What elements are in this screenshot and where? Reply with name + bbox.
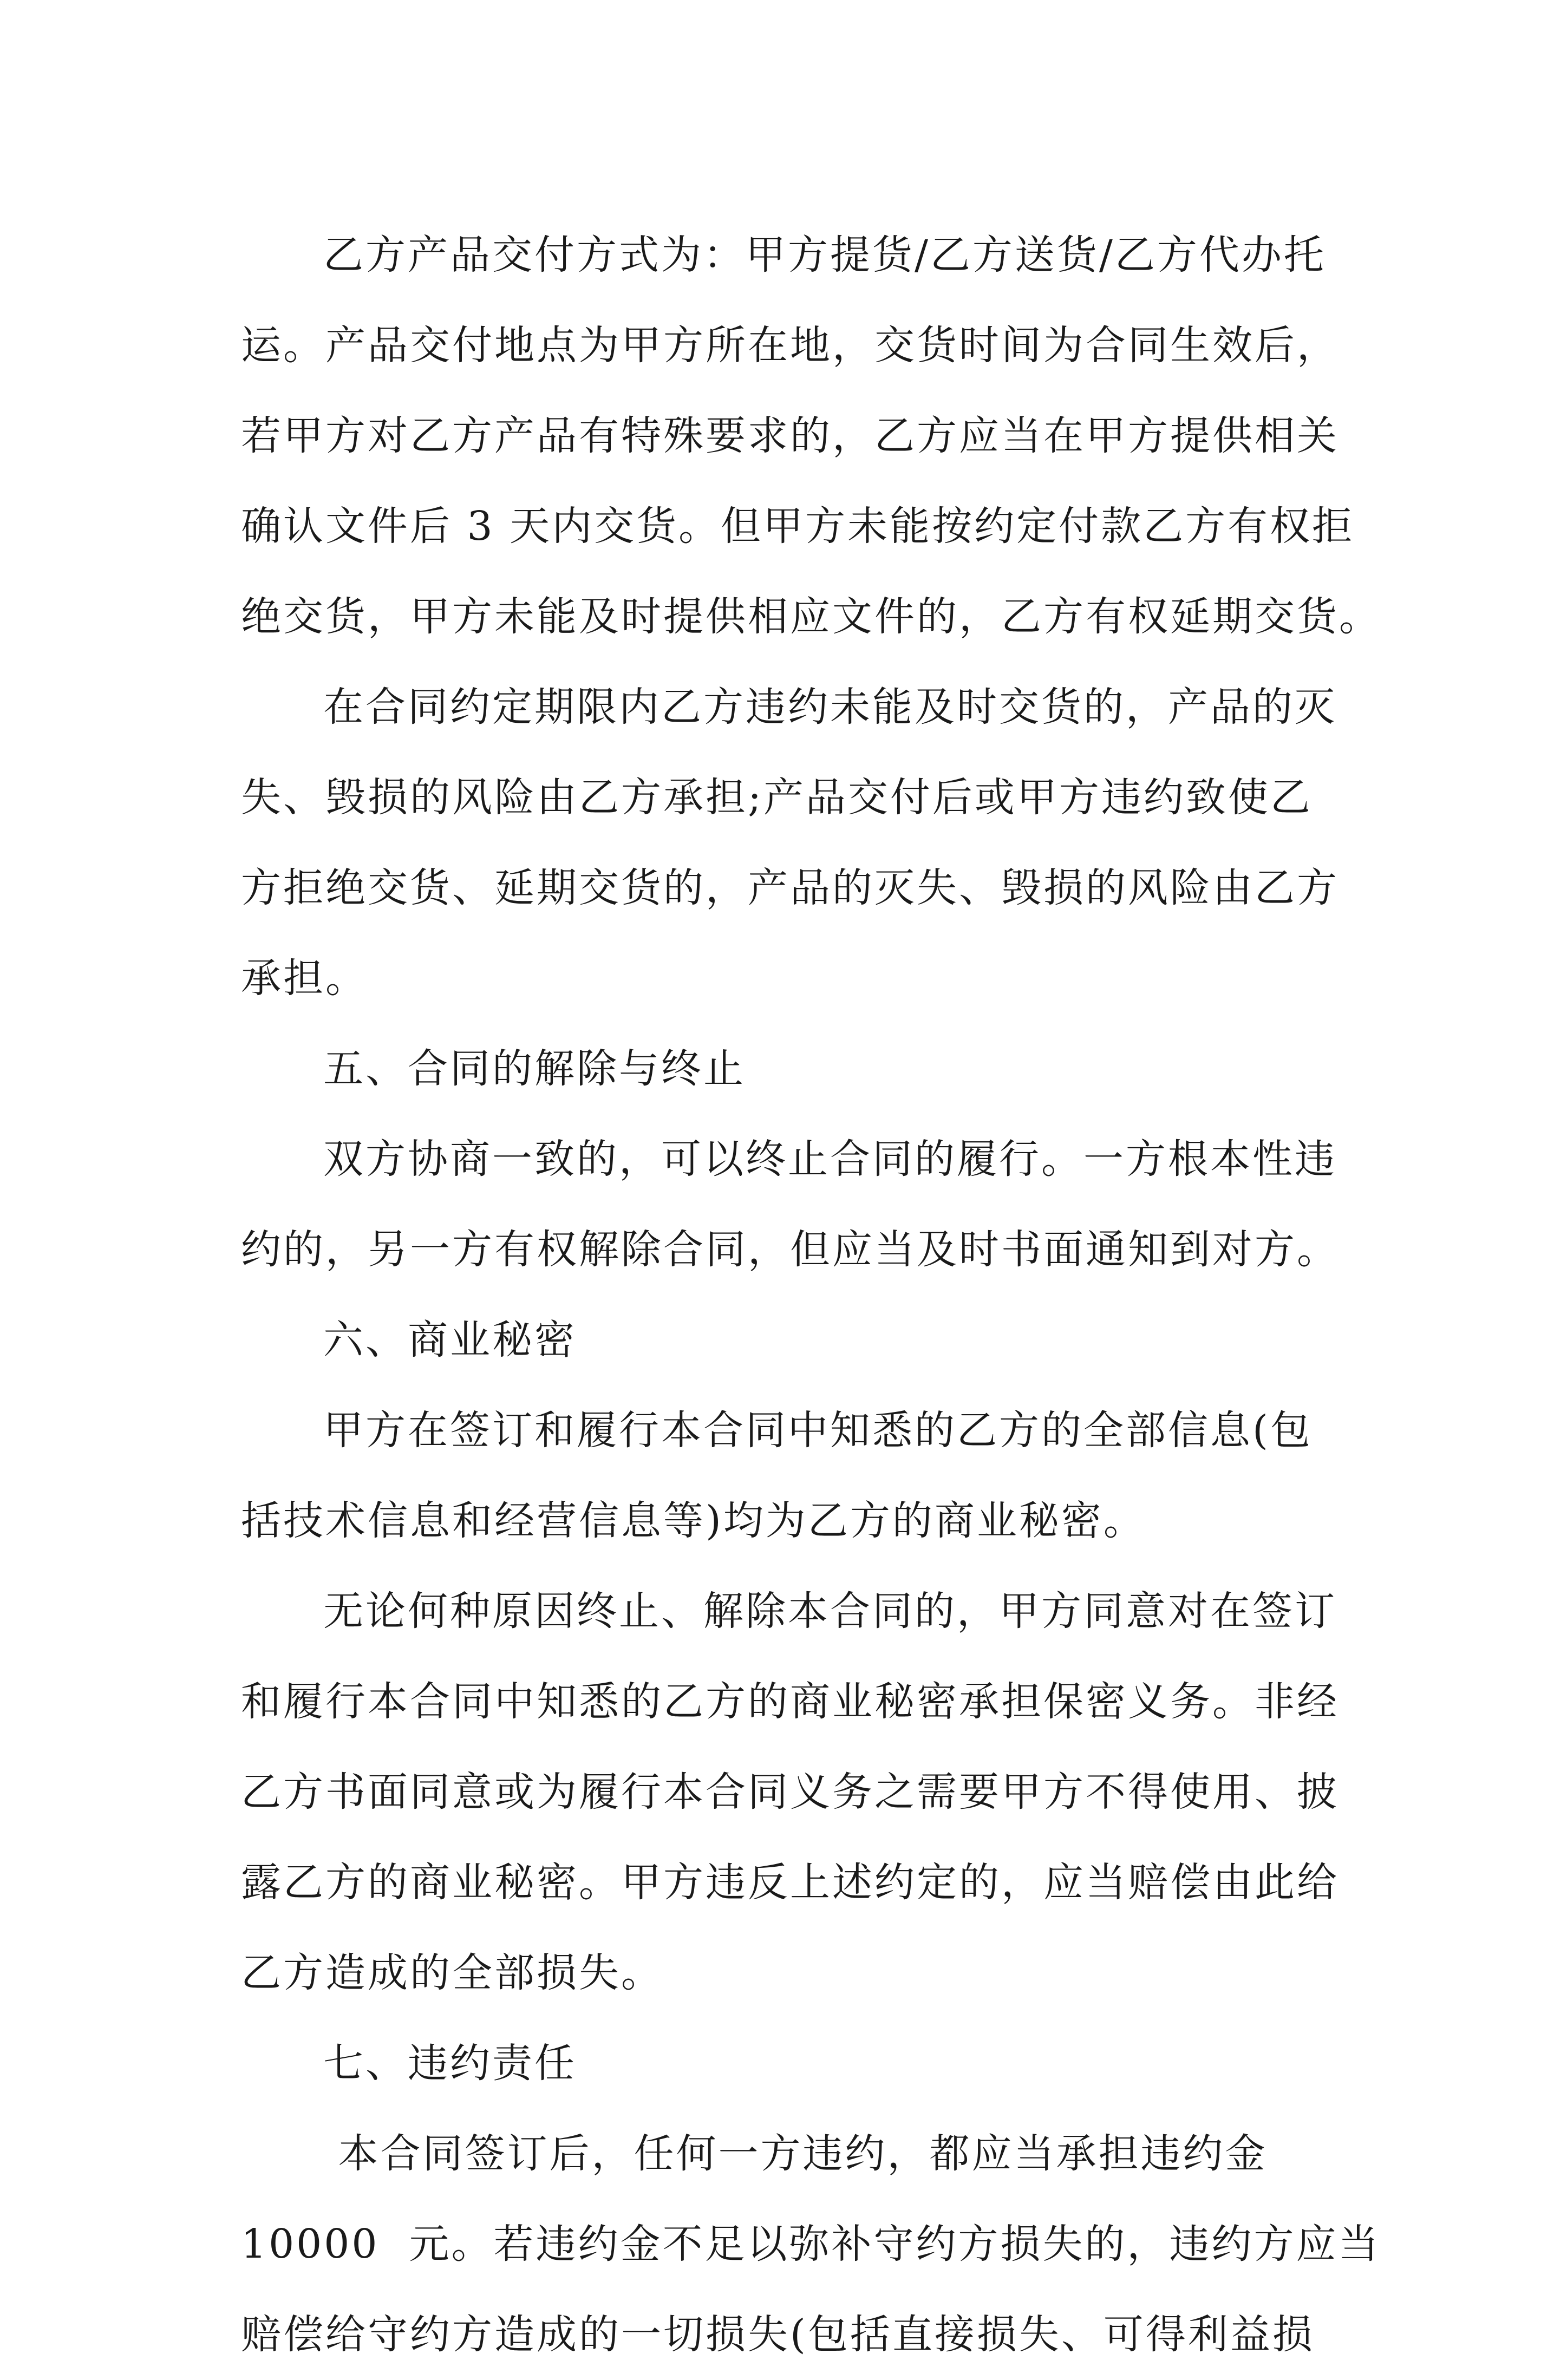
paragraph-liability bbox=[241, 2109, 1381, 2380]
paragraph-termination bbox=[241, 1114, 1339, 1295]
text-line: 在合同约定期限内乙方违约未能及时交货的，产品的灭 bbox=[323, 684, 1337, 730]
text-line: 乙方产品交付方式为：甲方提货/乙方送货/乙方代办托 bbox=[323, 232, 1326, 278]
section-heading-trade-secrets: 六、商业秘密 bbox=[323, 1317, 577, 1363]
text-line: 绝交货，甲方未能及时提供相应文件的，乙方有权延期交货。 bbox=[241, 593, 1381, 640]
text-line: 方拒绝交货、延期交货的，产品的灭失、毁损的风险由乙方 bbox=[241, 865, 1339, 911]
text-line: 和履行本合同中知悉的乙方的商业秘密承担保密义务。非经 bbox=[241, 1678, 1339, 1725]
text-line: 无论何种原因终止、解除本合同的，甲方同意对在签订 bbox=[323, 1588, 1337, 1634]
section-heading-termination: 五、合同的解除与终止 bbox=[323, 1045, 746, 1092]
document-body bbox=[241, 210, 1381, 2380]
text-line: 赔偿给守约方造成的一切损失(包括直接损失、可得利益损 bbox=[241, 2311, 1315, 2358]
text-line: 乙方造成的全部损失。 bbox=[241, 1950, 663, 1996]
paragraph-confidentiality bbox=[241, 1566, 1339, 2018]
text-line: 本合同签订后，任何一方违约，都应当承担违约金 bbox=[323, 2130, 1268, 2177]
text-line: 确认文件后 3 天内交货。但甲方未能按约定付款乙方有权拒 bbox=[241, 503, 1355, 550]
section-heading-liability: 七、违约责任 bbox=[323, 2040, 577, 2087]
paragraph-risk-transfer bbox=[241, 662, 1339, 1024]
text-line: 承担。 bbox=[241, 955, 368, 1002]
text-line: 乙方书面同意或为履行本合同义务之需要甲方不得使用、披 bbox=[241, 1769, 1339, 1815]
text-line: 失、毁损的风险由乙方承担;产品交付后或甲方违约致使乙 bbox=[241, 774, 1313, 821]
text-line: 约的，另一方有权解除合同，但应当及时书面通知到对方。 bbox=[241, 1226, 1339, 1273]
text-line: 露乙方的商业秘密。甲方违反上述约定的，应当赔偿由此给 bbox=[241, 1859, 1339, 1906]
paragraph-delivery-method bbox=[241, 210, 1381, 662]
text-line: 10000 元。若违约金不足以弥补守约方损失的，违约方应当 bbox=[241, 2221, 1381, 2267]
text-line: 甲方在签订和履行本合同中知悉的乙方的全部信息(包 bbox=[323, 1407, 1313, 1454]
text-line: 运。产品交付地点为甲方所在地，交货时间为合同生效后， bbox=[241, 322, 1339, 369]
text-line: 双方协商一致的，可以终止合同的履行。一方根本性违 bbox=[323, 1136, 1337, 1182]
paragraph-trade-secret-scope bbox=[241, 1385, 1329, 1566]
text-line: 括技术信息和经营信息等)均为乙方的商业秘密。 bbox=[241, 1498, 1146, 1544]
text-line: 若甲方对乙方产品有特殊要求的，乙方应当在甲方提供相关 bbox=[241, 413, 1339, 459]
